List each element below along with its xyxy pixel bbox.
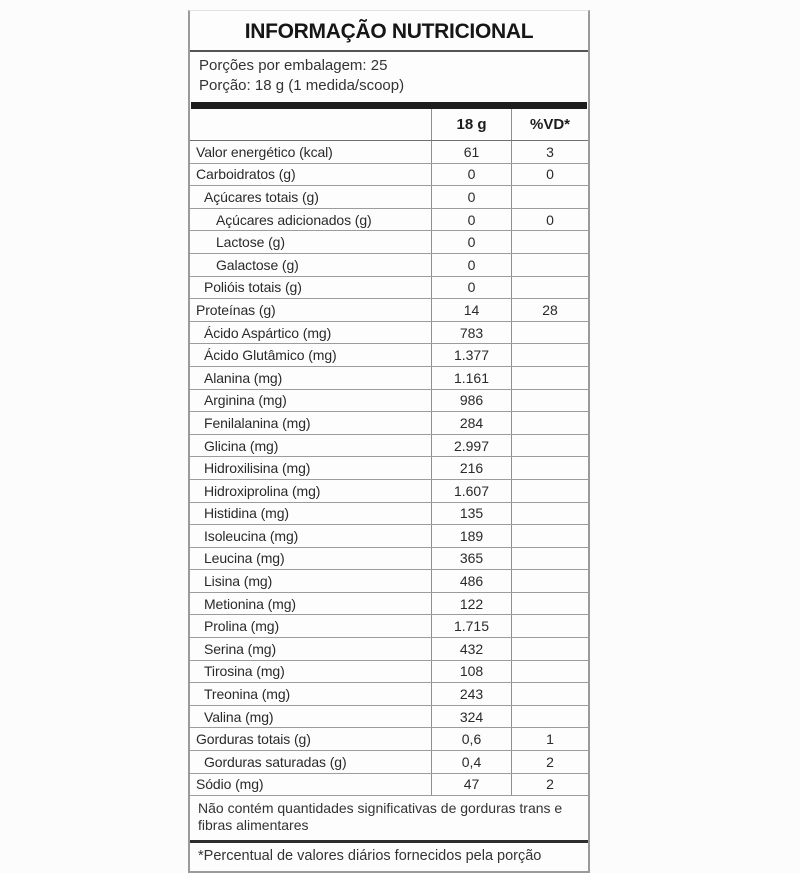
row-amount: 216	[431, 457, 511, 479]
row-daily-value: 0	[511, 164, 588, 186]
row-label: Lisina (mg)	[204, 573, 273, 590]
row-amount: 986	[431, 390, 511, 412]
row-daily-value	[511, 254, 588, 276]
table-row	[190, 615, 588, 638]
row-amount: 486	[431, 570, 511, 592]
table-row	[190, 457, 588, 480]
table-row	[190, 728, 588, 751]
table-row	[190, 344, 588, 367]
row-amount: 0	[431, 164, 511, 186]
row-daily-value	[511, 548, 588, 570]
table-row	[190, 480, 588, 503]
row-label: Ácido Glutâmico (mg)	[204, 347, 337, 364]
row-daily-value	[511, 661, 588, 683]
row-daily-value	[511, 525, 588, 547]
row-daily-value	[511, 390, 588, 412]
table-row	[190, 638, 588, 661]
row-amount: 0,4	[431, 751, 511, 773]
row-label: Metionina (mg)	[204, 595, 296, 612]
row-label: Ácido Aspártico (mg)	[204, 324, 332, 341]
table-row	[190, 751, 588, 774]
row-label: Hidroxiprolina (mg)	[204, 482, 321, 499]
table-row	[190, 277, 588, 300]
row-amount: 1.377	[431, 344, 511, 366]
row-label: Hidroxilisina (mg)	[204, 460, 311, 477]
servings-per-package: Porções por embalagem: 25	[199, 57, 388, 74]
row-amount: 2.997	[431, 435, 511, 457]
row-label: Carboidratos (g)	[196, 166, 296, 183]
row-amount: 284	[431, 412, 511, 434]
table-row	[190, 706, 588, 729]
row-label: Leucina (mg)	[204, 550, 285, 567]
row-amount: 0	[431, 186, 511, 208]
row-amount: 1.607	[431, 480, 511, 502]
row-label: Fenilalanina (mg)	[204, 414, 311, 431]
row-label: Arginina (mg)	[204, 392, 287, 409]
row-daily-value	[511, 570, 588, 592]
table-row	[190, 593, 588, 616]
row-label: Proteínas (g)	[196, 301, 276, 318]
row-daily-value	[511, 480, 588, 502]
row-amount: 243	[431, 683, 511, 705]
row-label: Tirosina (mg)	[204, 663, 285, 680]
row-amount: 47	[431, 774, 511, 796]
row-daily-value	[511, 457, 588, 479]
daily-value-footnote: *Percentual de valores diários fornecidos pela porção	[198, 848, 542, 865]
nutrition-label	[188, 10, 590, 873]
row-label: Galactose (g)	[216, 256, 299, 273]
column-header-row	[190, 109, 588, 141]
row-amount: 1.161	[431, 367, 511, 389]
row-amount: 14	[431, 299, 511, 321]
table-row	[190, 412, 588, 435]
row-label: Valina (mg)	[204, 708, 274, 725]
table-row	[190, 322, 588, 345]
row-label: Histidina (mg)	[204, 505, 289, 522]
row-amount: 0	[431, 254, 511, 276]
row-daily-value	[511, 186, 588, 208]
table-row	[190, 164, 588, 187]
row-daily-value: 1	[511, 728, 588, 750]
row-label: Alanina (mg)	[204, 369, 283, 386]
table-row	[190, 209, 588, 232]
row-label: Prolina (mg)	[204, 618, 280, 635]
row-label: Serina (mg)	[204, 640, 277, 657]
row-daily-value	[511, 367, 588, 389]
row-amount: 0	[431, 231, 511, 253]
row-amount: 324	[431, 706, 511, 728]
row-amount: 783	[431, 322, 511, 344]
table-row	[190, 503, 588, 526]
row-amount: 1.715	[431, 615, 511, 637]
row-daily-value	[511, 435, 588, 457]
row-label: Gorduras saturadas (g)	[204, 753, 347, 770]
table-row	[190, 141, 588, 164]
row-amount: 108	[431, 661, 511, 683]
table-row	[190, 661, 588, 684]
serving-info	[190, 52, 588, 102]
serving-size: Porção: 18 g (1 medida/scoop)	[199, 77, 405, 94]
row-daily-value: 28	[511, 299, 588, 321]
nutrition-label-title: INFORMAÇÃO NUTRICIONAL	[190, 11, 588, 52]
table-row	[190, 570, 588, 593]
row-amount: 61	[431, 141, 511, 163]
row-label: Glicina (mg)	[204, 437, 279, 454]
row-daily-value	[511, 412, 588, 434]
row-label: Isoleucina (mg)	[204, 527, 299, 544]
table-row	[190, 548, 588, 571]
row-label: Açúcares totais (g)	[204, 188, 319, 205]
row-amount: 135	[431, 503, 511, 525]
row-daily-value	[511, 277, 588, 299]
table-row	[190, 435, 588, 458]
table-row	[190, 774, 588, 797]
table-row	[190, 299, 588, 322]
row-daily-value	[511, 593, 588, 615]
column-header-dv: %VD*	[511, 109, 588, 140]
row-daily-value: 2	[511, 751, 588, 773]
row-label: Lactose (g)	[216, 234, 285, 251]
table-row	[190, 683, 588, 706]
no-significant-amounts-note: Não contém quantidades significativas de gorduras trans e fibras alimentares	[190, 796, 588, 843]
row-amount: 0,6	[431, 728, 511, 750]
row-daily-value	[511, 503, 588, 525]
table-row	[190, 254, 588, 277]
row-daily-value	[511, 615, 588, 637]
row-daily-value	[511, 683, 588, 705]
row-label: Valor energético (kcal)	[196, 143, 333, 160]
column-header-blank	[190, 109, 431, 140]
heavy-divider-bar	[191, 102, 587, 109]
row-daily-value	[511, 322, 588, 344]
row-amount: 365	[431, 548, 511, 570]
row-label: Polióis totais (g)	[204, 279, 302, 296]
row-label: Treonina (mg)	[204, 686, 291, 703]
row-label: Gorduras totais (g)	[196, 731, 311, 748]
row-daily-value: 0	[511, 209, 588, 231]
row-daily-value	[511, 231, 588, 253]
table-row	[190, 367, 588, 390]
row-daily-value	[511, 344, 588, 366]
table-row	[190, 525, 588, 548]
row-label: Açúcares adicionados (g)	[216, 211, 372, 228]
row-amount: 432	[431, 638, 511, 660]
table-row	[190, 231, 588, 254]
row-amount: 189	[431, 525, 511, 547]
row-daily-value	[511, 638, 588, 660]
row-amount: 122	[431, 593, 511, 615]
row-amount: 0	[431, 277, 511, 299]
table-row	[190, 390, 588, 413]
row-daily-value	[511, 706, 588, 728]
row-daily-value: 3	[511, 141, 588, 163]
row-daily-value: 2	[511, 774, 588, 796]
table-row	[190, 186, 588, 209]
column-header-amount: 18 g	[431, 109, 511, 140]
row-amount: 0	[431, 209, 511, 231]
row-label: Sódio (mg)	[196, 776, 264, 793]
nutrition-rows	[190, 141, 588, 796]
